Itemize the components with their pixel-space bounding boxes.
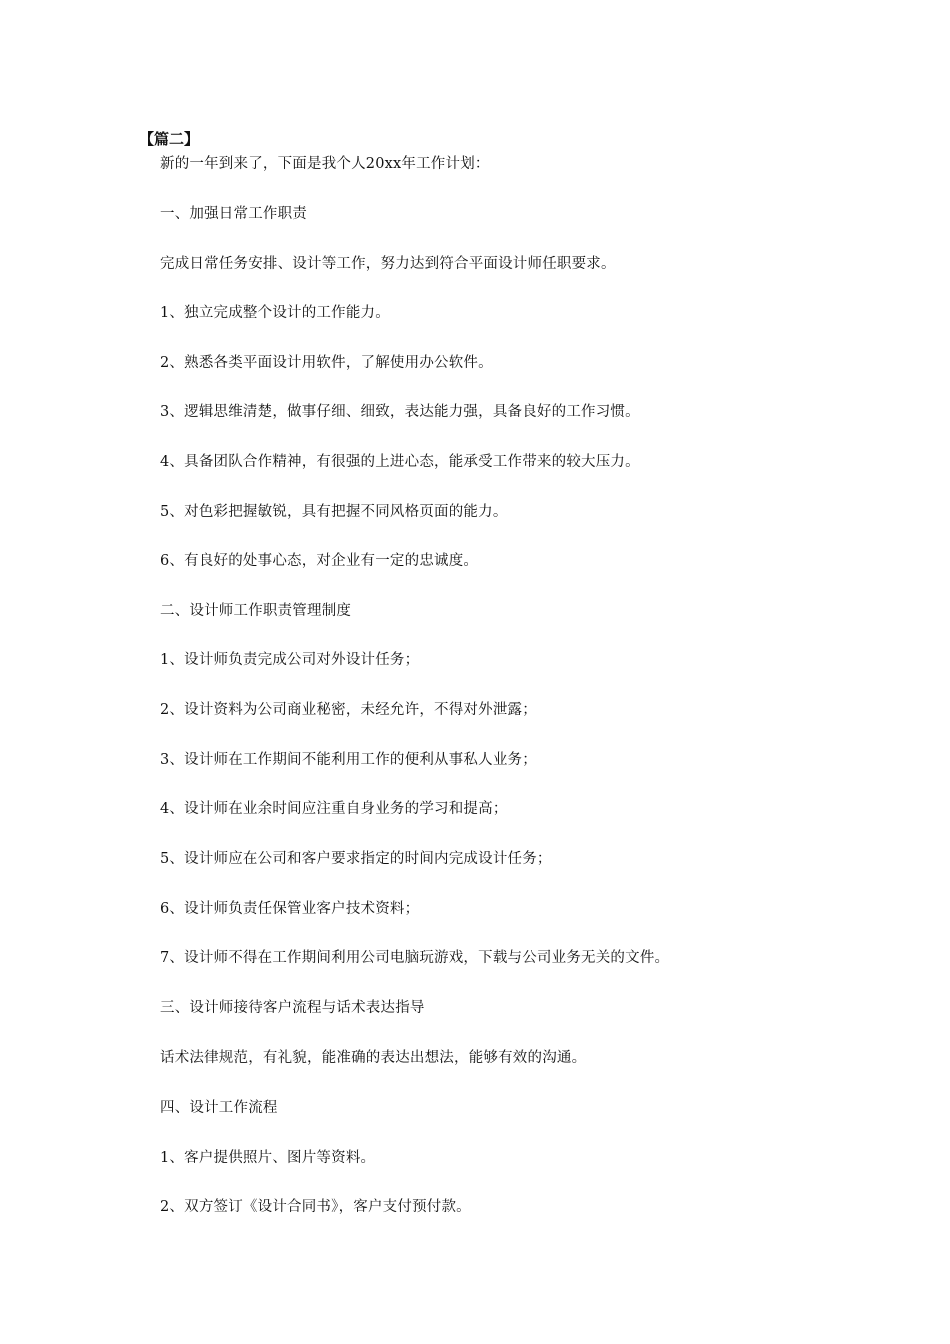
section-title-3: 三、设计师接待客户流程与话术表达指导 (160, 1000, 425, 1016)
list-item: 3、设计师在工作期间不能利用工作的便利从事私人业务； (160, 752, 537, 768)
list-item: 1、独立完成整个设计的工作能力。 (160, 305, 390, 321)
list-item: 4、具备团队合作精神，有很强的上进心态，能承受工作带来的较大压力。 (160, 454, 640, 470)
list-item: 6、设计师负责任保管业客户技术资料； (160, 901, 420, 917)
list-item: 2、熟悉各类平面设计用软件，了解使用办公软件。 (160, 355, 493, 371)
list-item: 1、设计师负责完成公司对外设计任务； (160, 652, 420, 668)
paragraph: 完成日常任务安排、设计等工作，努力达到符合平面设计师任职要求。 (160, 256, 616, 272)
list-item: 6、有良好的处事心态，对企业有一定的忠诚度。 (160, 553, 479, 569)
list-item: 7、设计师不得在工作期间利用公司电脑玩游戏，下载与公司业务无关的文件。 (160, 950, 670, 966)
list-item: 2、设计资料为公司商业秘密，未经允许，不得对外泄露； (160, 702, 537, 718)
intro-line: 新的一年到来了，下面是我个人20xx年工作计划： (160, 156, 490, 172)
list-item: 5、对色彩把握敏锐，具有把握不同风格页面的能力。 (160, 504, 508, 520)
section-heading: 【篇二】 (139, 130, 200, 148)
section-title-1: 一、加强日常工作职责 (160, 206, 307, 222)
list-item: 2、双方签订《设计合同书》，客户支付预付款。 (160, 1199, 471, 1215)
list-item: 5、设计师应在公司和客户要求指定的时间内完成设计任务； (160, 851, 552, 867)
list-item: 4、设计师在业余时间应注重自身业务的学习和提高； (160, 801, 508, 817)
list-item: 1、客户提供照片、图片等资料。 (160, 1150, 376, 1166)
section-title-4: 四、设计工作流程 (160, 1100, 278, 1116)
list-item: 3、逻辑思维清楚，做事仔细、细致，表达能力强，具备良好的工作习惯。 (160, 404, 640, 420)
paragraph: 话术法律规范，有礼貌，能准确的表达出想法，能够有效的沟通。 (160, 1050, 587, 1066)
section-title-2: 二、设计师工作职责管理制度 (160, 603, 352, 619)
